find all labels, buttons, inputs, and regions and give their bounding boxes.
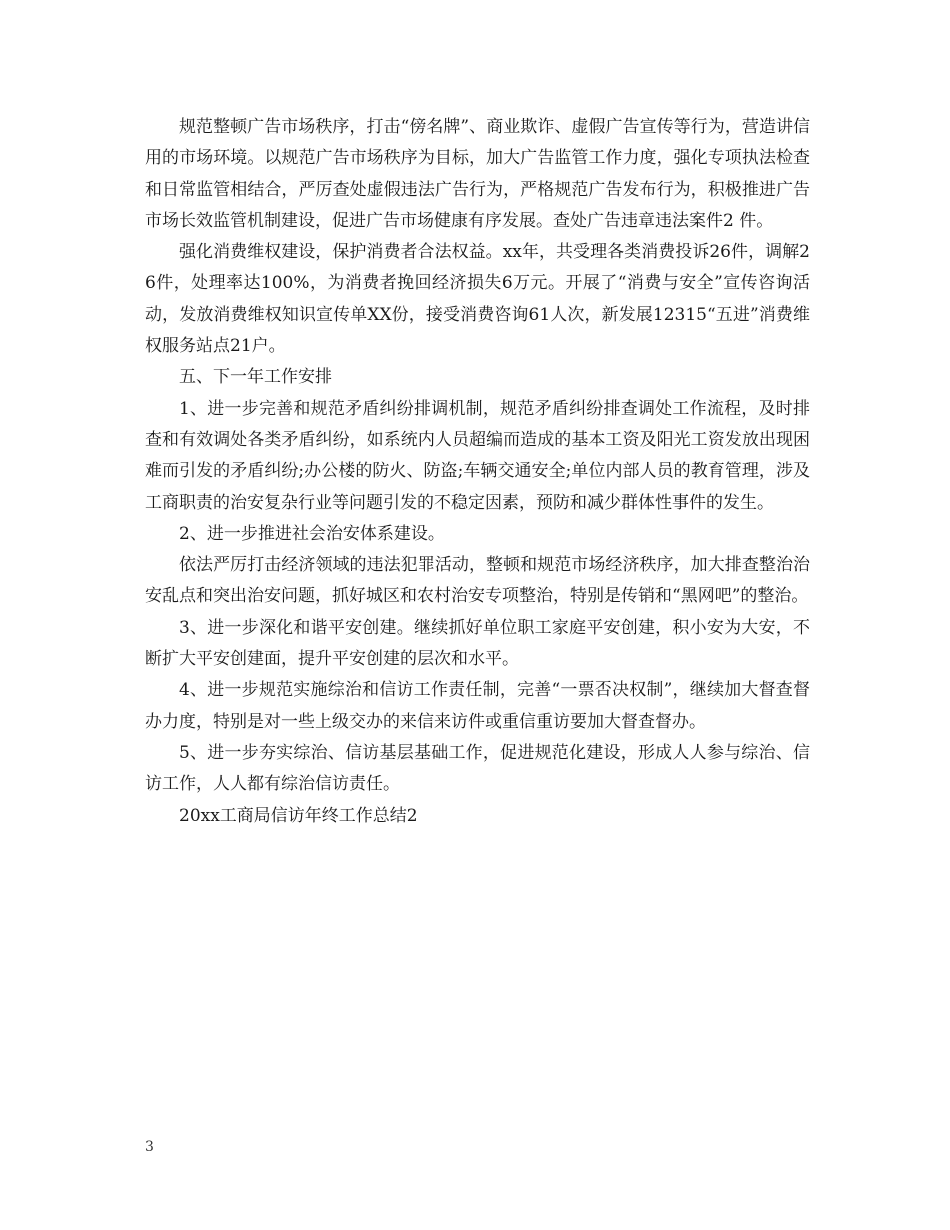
paragraph-consumer-rights: 强化消费维权建设，保护消费者合法权益。xx年，共受理各类消费投诉26件，调解26件，处理率达100%，为消费者挽回经济损失6万元。开展了“消费与安全”宣传咨询活动，发放消费维权知识宣传单XX份，接受消费咨询61人次，新发展12315“五进”消费维权服务站点21户。 <box>145 242 810 357</box>
paragraph-item-2: 2、进一步推进社会治安体系建设。 <box>179 523 445 544</box>
paragraph-item-5: 5、进一步夯实综治、信访基层基础工作，促进规范化建设，形成人人参与综治、信访工作，人人都有综治信访责任。 <box>145 742 810 795</box>
paragraph-advertising: 规范整顿广告市场秩序，打击“傍名牌”、商业欺诈、虚假广告宣传等行为，营造讲信用的市场环境。以规范广告市场秩序为目标，加大广告监管工作力度，强化专项执法检查和日常监管相结合，严厉查处虚假违法广告行为，严格规范广告发布行为，积极推进广告市场长效监管机制建设，促进广告市场健康有序发展。查处广告违章违法案件2 件。 <box>145 117 810 231</box>
document-body <box>145 112 810 832</box>
paragraph-item-4: 4、进一步规范实施综治和信访工作责任制，完善“一票否决权制”，继续加大督查督办力度，特别是对一些上级交办的来信来访件或重信重访要加大督查督办。 <box>145 680 810 732</box>
paragraph-item-1: 1、进一步完善和规范矛盾纠纷排调机制，规范矛盾纠纷排查调处工作流程，及时排查和有效调处各类矛盾纠纷，如系统内人员超编而造成的基本工资及阳光工资发放出现困难而引发的矛盾纠纷;办公楼的防火、防盗;车辆交通安全;单位内部人员的教育管理，涉及工商职责的治安复杂行业等问题引发的不稳定因素，预防和减少群体性事件的发生。 <box>145 398 810 513</box>
paragraph-item-3: 3、进一步深化和谐平安创建。继续抓好单位职工家庭平安创建，积小安为大安，不断扩大平安创建面，提升平安创建的层次和水平。 <box>145 617 810 670</box>
next-document-title: 20xx工商局信访年终工作总结2 <box>179 805 418 826</box>
page-number: 3 <box>145 1139 154 1155</box>
section-heading-next-year: 五、下一年工作安排 <box>179 367 332 388</box>
paragraph-item-2-detail: 依法严厉打击经济领域的违法犯罪活动，整顿和规范市场经济秩序，加大排查整治治安乱点和突出治安问题，抓好城区和农村治安专项整治，特别是传销和“黑网吧”的整治。 <box>145 555 810 607</box>
